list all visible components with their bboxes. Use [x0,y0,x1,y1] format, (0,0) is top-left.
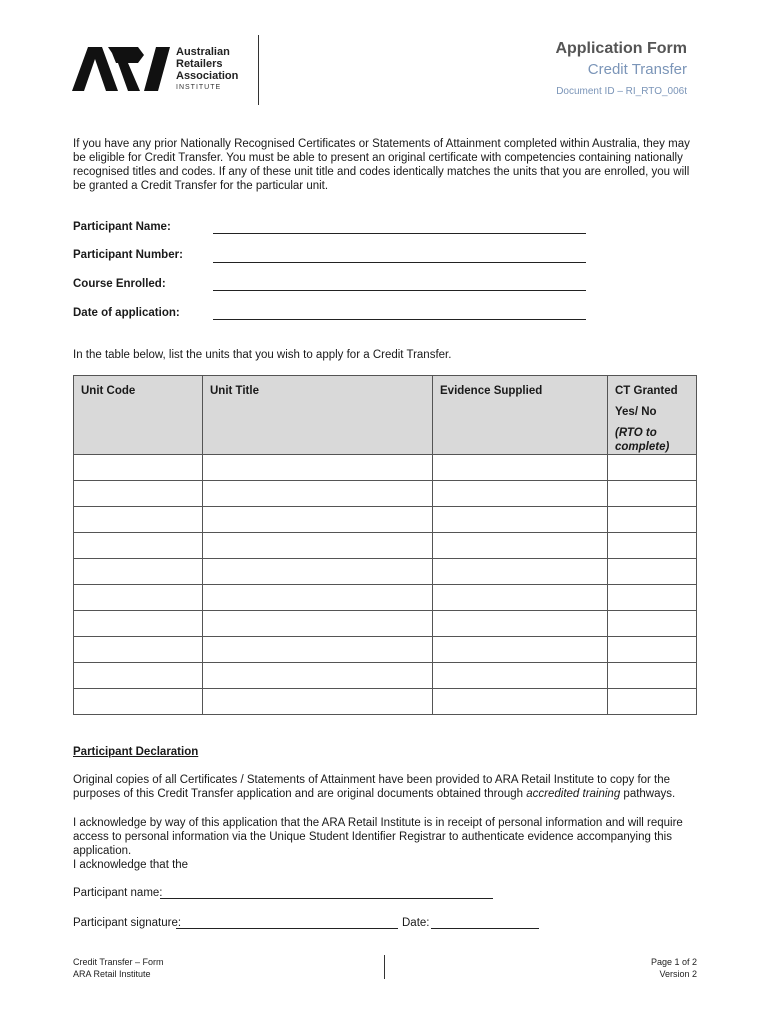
ct-granted-cell[interactable] [608,559,697,585]
table-row [74,559,697,585]
logo-line-2: Retailers [176,58,223,70]
declaration-paragraph-1 [73,773,698,801]
unit-title-cell[interactable] [203,611,433,637]
declaration-p1-text-b: pathways. [620,788,676,800]
declaration-paragraph-2: I acknowledge by way of this application that the ARA Retail Institute is in receipt of personal information and will require access to personal information via the Unique Student Identifier Registrar to authenticate evidence accompanying this application. [73,817,683,857]
unit-code-cell[interactable] [74,637,203,663]
units-table-header [74,376,697,455]
table-row [74,637,697,663]
page-title: Application Form [555,40,687,57]
ct-granted-cell[interactable] [608,507,697,533]
footer-right [651,956,697,980]
footer-version: Version 2 [659,969,697,979]
footer-page-number: Page 1 of 2 [650,957,697,967]
footer-left [73,956,164,980]
page-subtitle: Credit Transfer [587,61,687,78]
declaration-p1-emphasis: accredited training [526,788,621,800]
table-row [74,533,697,559]
declaration-heading: Participant Declaration [73,746,199,758]
unit-title-cell[interactable] [203,637,433,663]
unit-code-cell[interactable] [74,585,203,611]
evidence-cell[interactable] [433,455,608,481]
table-row [74,585,697,611]
unit-title-cell[interactable] [203,559,433,585]
header-ct-granted [608,376,697,455]
footer-divider [384,955,385,979]
evidence-cell[interactable] [433,559,608,585]
date-of-application-label: Date of application: [73,307,180,319]
unit-code-cell[interactable] [74,507,203,533]
evidence-cell[interactable] [433,533,608,559]
ct-granted-cell[interactable] [608,663,697,689]
footer-org-name: ARA Retail Institute [73,969,151,979]
units-table [73,375,697,715]
unit-title-cell[interactable] [203,585,433,611]
evidence-cell[interactable] [433,481,608,507]
header-unit-title: Unit Title [203,376,433,455]
ct-granted-cell[interactable] [608,455,697,481]
unit-code-cell[interactable] [74,663,203,689]
participant-name-label: Participant Name: [73,221,171,233]
evidence-cell[interactable] [433,507,608,533]
course-enrolled-label: Course Enrolled: [73,278,166,290]
evidence-cell[interactable] [433,611,608,637]
evidence-cell[interactable] [433,637,608,663]
ct-rto-note: (RTO to complete) [615,427,670,453]
unit-title-cell[interactable] [203,533,433,559]
ct-granted-cell[interactable] [608,637,697,663]
table-row [74,663,697,689]
ct-yes-no: Yes/ No [615,406,657,418]
date-of-application-field[interactable] [213,304,586,320]
table-row [74,481,697,507]
unit-code-cell[interactable] [74,689,203,715]
ct-granted-cell[interactable] [608,585,697,611]
participant-number-field[interactable] [213,247,586,263]
participant-name-sign-label: Participant name: [73,887,163,899]
ct-granted-label: CT Granted [615,385,678,397]
unit-title-cell[interactable] [203,507,433,533]
table-row [74,455,697,481]
header-unit-code: Unit Code [74,376,203,455]
table-row [74,611,697,637]
participant-name-sign-field[interactable] [160,884,493,899]
intro-paragraph: If you have any prior Nationally Recognised Certificates or Statements of Attainment completed within Australia, they may be eligible for Credit Transfer. You must be able to present an original certificate with competencies containing nationally recognised titles and codes. If any of these unit title and codes identically matches the units that you are enrolled, you will be granted a Credit Transfer for the particular unit. [73,138,690,192]
logo-line-1: Australian [176,46,230,58]
participant-number-label: Participant Number: [73,249,183,261]
table-row [74,689,697,715]
course-enrolled-field[interactable] [213,275,586,291]
ct-granted-cell[interactable] [608,533,697,559]
unit-title-cell[interactable] [203,663,433,689]
document-id: Document ID – RI_RTO_006t [556,86,687,97]
evidence-cell[interactable] [433,585,608,611]
participant-signature-label: Participant signature: [73,917,182,929]
header-evidence-supplied: Evidence Supplied [433,376,608,455]
unit-code-cell[interactable] [74,611,203,637]
declaration-p1-text-a: Original copies of all Certificates / Statements of Attainment have been provided to ARA Retail Institute to copy for the purposes of this Credit Transfer application and are original documents obtained through [73,774,671,800]
ct-granted-cell[interactable] [608,689,697,715]
ari-logo-mark [72,45,172,91]
unit-title-cell[interactable] [203,455,433,481]
unit-title-cell[interactable] [203,689,433,715]
unit-code-cell[interactable] [74,455,203,481]
footer-form-name: Credit Transfer – Form [73,957,164,967]
logo-institute: INSTITUTE [176,84,222,91]
unit-code-cell[interactable] [74,559,203,585]
unit-code-cell[interactable] [74,481,203,507]
date-field[interactable] [431,914,539,929]
evidence-cell[interactable] [433,663,608,689]
header-divider [258,35,259,105]
ct-granted-cell[interactable] [608,481,697,507]
table-intro: In the table below, list the units that you wish to apply for a Credit Transfer. [73,349,452,361]
declaration-paragraph-3: I acknowledge that the [73,859,189,871]
table-row [74,507,697,533]
evidence-cell[interactable] [433,689,608,715]
participant-signature-field[interactable] [176,914,398,929]
unit-code-cell[interactable] [74,533,203,559]
participant-name-field[interactable] [213,218,586,234]
logo [72,45,252,95]
unit-title-cell[interactable] [203,481,433,507]
ct-granted-cell[interactable] [608,611,697,637]
date-label: Date: [402,917,430,929]
logo-line-3: Association [176,70,239,82]
